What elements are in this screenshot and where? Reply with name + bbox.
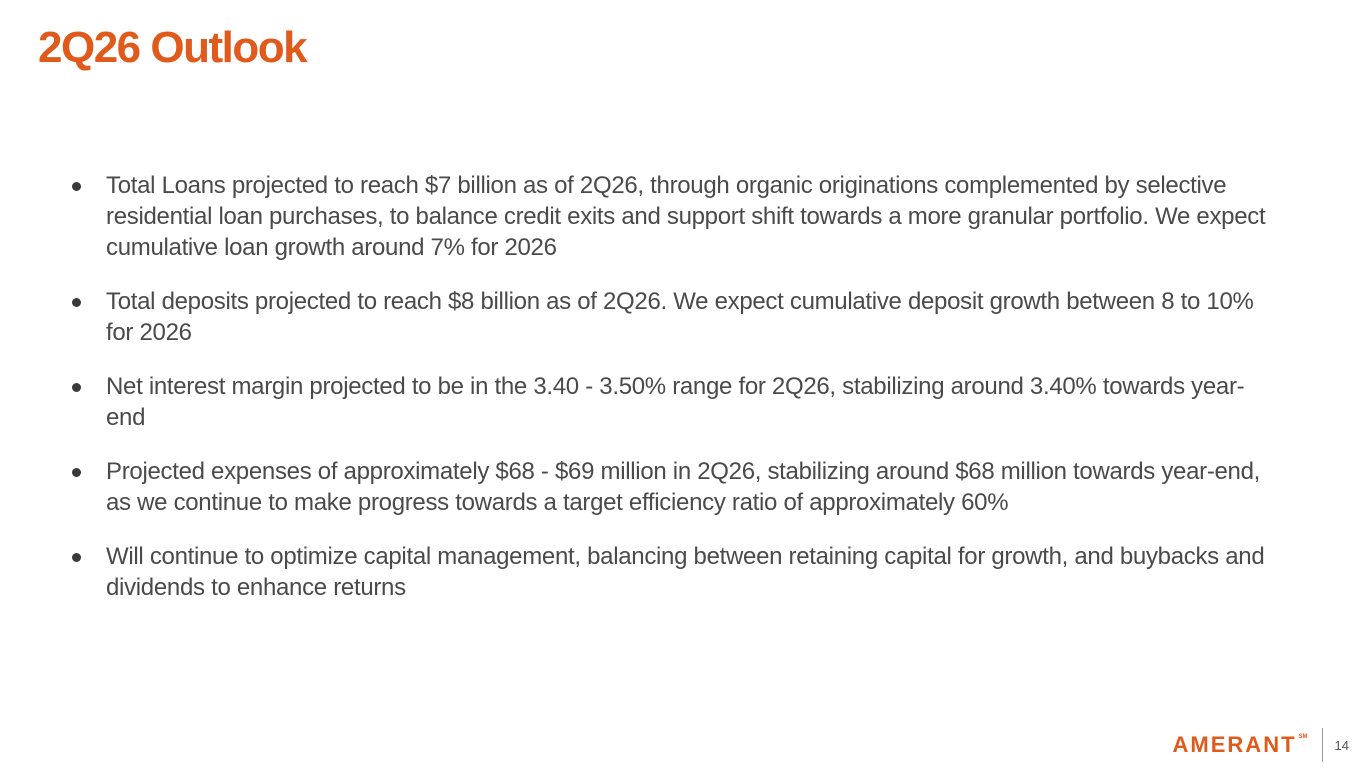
bullet-dot-icon [72, 468, 81, 477]
bullet-text: Total Loans projected to reach $7 billion as of 2Q26, through organic originations complemented by selective residential loan purchases, to balance credit exits and support shift towards a more granular portfolio. We expect cumulative loan growth around 7% for 2026 [106, 172, 1266, 261]
bullet-item-expenses [72, 456, 1272, 518]
logo-wordmark: AMERANT [1172, 732, 1297, 757]
bullet-text: Projected expenses of approximately $68 - $69 million in 2Q26, stabilizing around $68 million towards year-end, as we continue to make progress towards a target efficiency ratio of approximately 60% [106, 458, 1261, 516]
bullet-item-loans [72, 170, 1272, 263]
bullet-dot-icon [72, 383, 81, 392]
bullet-text: Net interest margin projected to be in the 3.40 - 3.50% range for 2Q26, stabilizing around 3.40% towards year-end [106, 373, 1245, 431]
bullet-dot-icon [72, 298, 81, 307]
bullet-dot-icon [72, 553, 81, 562]
footer-divider [1322, 728, 1323, 762]
amerant-logo [1173, 732, 1308, 758]
page-number: 14 [1334, 737, 1349, 753]
bullet-dot-icon [72, 182, 81, 191]
bullet-list [72, 170, 1272, 626]
bullet-item-margin [72, 371, 1272, 433]
bullet-item-capital [72, 541, 1272, 603]
logo-service-mark: SM [1298, 734, 1308, 740]
slide-title: 2Q26 Outlook [38, 23, 307, 72]
bullet-item-deposits [72, 286, 1272, 348]
slide-footer [1173, 728, 1349, 762]
bullet-text: Will continue to optimize capital management, balancing between retaining capital for growth, and buybacks and dividends to enhance returns [106, 543, 1265, 601]
bullet-text: Total deposits projected to reach $8 billion as of 2Q26. We expect cumulative deposit growth between 8 to 10% for 2026 [106, 288, 1254, 346]
